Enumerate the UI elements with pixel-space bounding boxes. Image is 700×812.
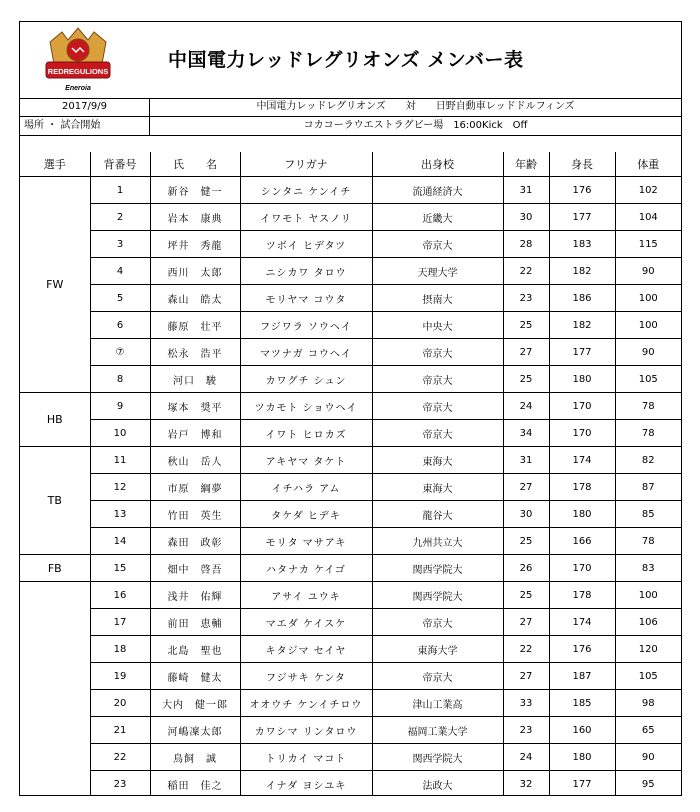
player-age: 23 [503,717,549,744]
player-weight: 95 [615,771,681,797]
player-school: 帝京大 [372,420,503,447]
player-age: 27 [503,339,549,366]
table-row [20,582,681,609]
player-age: 26 [503,555,549,582]
table-row [20,339,681,366]
player-age: 25 [503,528,549,555]
jersey-number: 9 [90,393,150,420]
player-weight: 98 [615,690,681,717]
column-header: 年齢 [503,152,549,177]
player-school: 関西学院大 [372,555,503,582]
venue-label: 場所 ・ 試合開始 [20,117,150,135]
player-height: 176 [549,636,615,663]
table-row [20,204,681,231]
table-row [20,663,681,690]
player-height: 160 [549,717,615,744]
player-school: 福岡工業大学 [372,717,503,744]
player-age: 24 [503,393,549,420]
player-school: 津山工業高 [372,690,503,717]
player-weight: 115 [615,231,681,258]
player-weight: 100 [615,312,681,339]
player-furigana: トリカイ マコト [240,744,372,771]
jersey-number: 8 [90,366,150,393]
player-height: 183 [549,231,615,258]
column-header: 背番号 [90,152,150,177]
player-school: 帝京大 [372,339,503,366]
table-row [20,420,681,447]
player-furigana: ニシカワ タロウ [240,258,372,285]
table-row [20,231,681,258]
player-school: 龍谷大 [372,501,503,528]
jersey-number: 16 [90,582,150,609]
player-school: 東海大 [372,447,503,474]
player-furigana: イナダ ヨシユキ [240,771,372,797]
jersey-number: 13 [90,501,150,528]
player-furigana: フジサキ ケンタ [240,663,372,690]
jersey-number: 5 [90,285,150,312]
player-name: 藤崎 健太 [150,663,240,690]
table-row [20,636,681,663]
player-school: 帝京大 [372,231,503,258]
player-furigana: オオウチ ケンイチロウ [240,690,372,717]
table-row [20,366,681,393]
player-name: 坪井 秀龍 [150,231,240,258]
player-name: 藤原 壮平 [150,312,240,339]
player-height: 177 [549,204,615,231]
player-school: 法政大 [372,771,503,797]
player-furigana: キタジマ セイヤ [240,636,372,663]
jersey-number: 1 [90,177,150,204]
player-name: 浅井 佑輝 [150,582,240,609]
player-school: 関西学院大 [372,744,503,771]
player-age: 23 [503,285,549,312]
table-row [20,474,681,501]
player-weight: 105 [615,366,681,393]
player-age: 25 [503,582,549,609]
player-school: 九州共立大 [372,528,503,555]
player-name: 北島 聖也 [150,636,240,663]
player-height: 178 [549,474,615,501]
member-sheet [19,21,682,796]
player-weight: 78 [615,393,681,420]
player-furigana: アキヤマ タケト [240,447,372,474]
player-age: 31 [503,177,549,204]
player-weight: 90 [615,744,681,771]
player-furigana: フジワラ ソウヘイ [240,312,372,339]
player-furigana: ツボイ ヒデタツ [240,231,372,258]
jersey-number: 19 [90,663,150,690]
position-group [20,582,90,797]
player-age: 24 [503,744,549,771]
player-furigana: モリタ マサアキ [240,528,372,555]
player-height: 170 [549,393,615,420]
table-header-row [20,152,681,177]
player-name: 畑中 啓吾 [150,555,240,582]
jersey-number: 11 [90,447,150,474]
player-age: 32 [503,771,549,797]
jersey-number: 21 [90,717,150,744]
match-teams: 中国電力レッドレグリオンズ 対 日野自動車レッドドルフィンズ [256,101,575,112]
player-age: 25 [503,312,549,339]
jersey-number: 15 [90,555,150,582]
player-height: 182 [549,258,615,285]
player-furigana: イワト ヒロカズ [240,420,372,447]
player-name: 前田 恵輔 [150,609,240,636]
player-school: 帝京大 [372,393,503,420]
jersey-number: 2 [90,204,150,231]
jersey-number: 18 [90,636,150,663]
player-school: 摂南大 [372,285,503,312]
player-name: 塚本 奨平 [150,393,240,420]
player-name: 稲田 佳之 [150,771,240,797]
position-group: TB [20,447,90,555]
player-height: 182 [549,312,615,339]
player-weight: 78 [615,420,681,447]
table-row [20,312,681,339]
table-row [20,609,681,636]
player-weight: 65 [615,717,681,744]
player-weight: 90 [615,339,681,366]
player-height: 185 [549,690,615,717]
position-group: HB [20,393,90,447]
player-school: 帝京大 [372,663,503,690]
table-row [20,393,681,420]
player-age: 30 [503,501,549,528]
player-height: 180 [549,744,615,771]
player-weight: 104 [615,204,681,231]
player-furigana: ツカモト ショウヘイ [240,393,372,420]
jersey-number: 6 [90,312,150,339]
player-age: 25 [503,366,549,393]
player-weight: 78 [615,528,681,555]
player-furigana: カワシマ リンタロウ [240,717,372,744]
table-row [20,177,681,204]
column-header: 出身校 [372,152,503,177]
player-name: 河口 駿 [150,366,240,393]
player-age: 30 [503,204,549,231]
player-school: 東海大学 [372,636,503,663]
jersey-number: 12 [90,474,150,501]
match-info [20,98,681,136]
player-name: 大内 健一郎 [150,690,240,717]
player-name: 竹田 英生 [150,501,240,528]
player-height: 180 [549,366,615,393]
player-age: 22 [503,258,549,285]
player-weight: 85 [615,501,681,528]
column-header: 身長 [549,152,615,177]
column-header: 氏 名 [150,152,240,177]
player-furigana: タケダ ヒデキ [240,501,372,528]
jersey-number: 23 [90,771,150,797]
player-height: 170 [549,555,615,582]
player-height: 186 [549,285,615,312]
player-age: 27 [503,663,549,690]
table-row [20,285,681,312]
table-row [20,258,681,285]
player-weight: 106 [615,609,681,636]
player-furigana: アサイ ユウキ [240,582,372,609]
player-age: 27 [503,474,549,501]
table-row [20,690,681,717]
player-weight: 90 [615,258,681,285]
player-furigana: モリヤマ コウタ [240,285,372,312]
player-furigana: ハタナカ ケイゴ [240,555,372,582]
player-height: 174 [549,447,615,474]
jersey-number: 4 [90,258,150,285]
page-title: 中国電力レッドレグリオンズ メンバー表 [168,49,524,71]
player-school: 近畿大 [372,204,503,231]
match-date: 2017/9/9 [20,98,150,116]
jersey-number: 14 [90,528,150,555]
player-furigana: イワモト ヤスノリ [240,204,372,231]
player-age: 22 [503,636,549,663]
player-school: 関西学院大 [372,582,503,609]
player-name: 森山 皓太 [150,285,240,312]
player-furigana: マエダ ケイスケ [240,609,372,636]
player-name: 秋山 岳人 [150,447,240,474]
table-row [20,447,681,474]
venue-value: コカコーラウエストラグビー場 16:00Kick Off [303,120,528,131]
jersey-number: 10 [90,420,150,447]
player-weight: 83 [615,555,681,582]
player-height: 187 [549,663,615,690]
player-age: 27 [503,609,549,636]
match-info-row [20,98,681,117]
player-furigana: イチハラ アム [240,474,372,501]
player-age: 34 [503,420,549,447]
column-header: 体重 [615,152,681,177]
player-height: 166 [549,528,615,555]
column-header: フリガナ [240,152,372,177]
player-school: 天理大学 [372,258,503,285]
player-weight: 100 [615,582,681,609]
player-weight: 87 [615,474,681,501]
member-table [20,152,681,796]
player-weight: 82 [615,447,681,474]
player-weight: 120 [615,636,681,663]
player-height: 174 [549,609,615,636]
player-name: 岩本 康典 [150,204,240,231]
player-name: 鳥飼 誠 [150,744,240,771]
jersey-number: 3 [90,231,150,258]
logo-brand: Eneroia [65,85,91,92]
player-school: 流通経済大 [372,177,503,204]
player-school: 中央大 [372,312,503,339]
table-body [20,177,681,797]
player-name: 松永 浩平 [150,339,240,366]
player-furigana: マツナガ コウヘイ [240,339,372,366]
player-age: 33 [503,690,549,717]
player-weight: 105 [615,663,681,690]
player-school: 帝京大 [372,609,503,636]
venue-info-row [20,117,681,136]
player-name: 新谷 健一 [150,177,240,204]
table-row [20,717,681,744]
player-weight: 100 [615,285,681,312]
jersey-number: 17 [90,609,150,636]
table-row [20,528,681,555]
player-name: 森田 政彰 [150,528,240,555]
player-name: 河嶋凜太郎 [150,717,240,744]
player-weight: 102 [615,177,681,204]
team-logo [36,24,120,96]
player-school: 帝京大 [372,366,503,393]
player-name: 市原 綱夢 [150,474,240,501]
jersey-number: ⑦ [90,339,150,366]
sheet-header [20,22,681,99]
player-height: 180 [549,501,615,528]
player-name: 西川 太郎 [150,258,240,285]
table-row [20,744,681,771]
table-row [20,501,681,528]
jersey-number: 22 [90,744,150,771]
table-row [20,771,681,797]
player-furigana: シンタニ ケンイチ [240,177,372,204]
player-height: 176 [549,177,615,204]
player-age: 31 [503,447,549,474]
position-group: FB [20,555,90,582]
player-height: 177 [549,339,615,366]
table-row [20,555,681,582]
player-height: 177 [549,771,615,797]
player-school: 東海大 [372,474,503,501]
player-age: 28 [503,231,549,258]
player-height: 170 [549,420,615,447]
player-furigana: カワグチ シュン [240,366,372,393]
player-height: 178 [549,582,615,609]
jersey-number: 20 [90,690,150,717]
column-header: 選手 [20,152,90,177]
logo-wordmark: REDREGULIONS [47,67,109,76]
position-group: FW [20,177,90,393]
player-name: 岩戸 博和 [150,420,240,447]
